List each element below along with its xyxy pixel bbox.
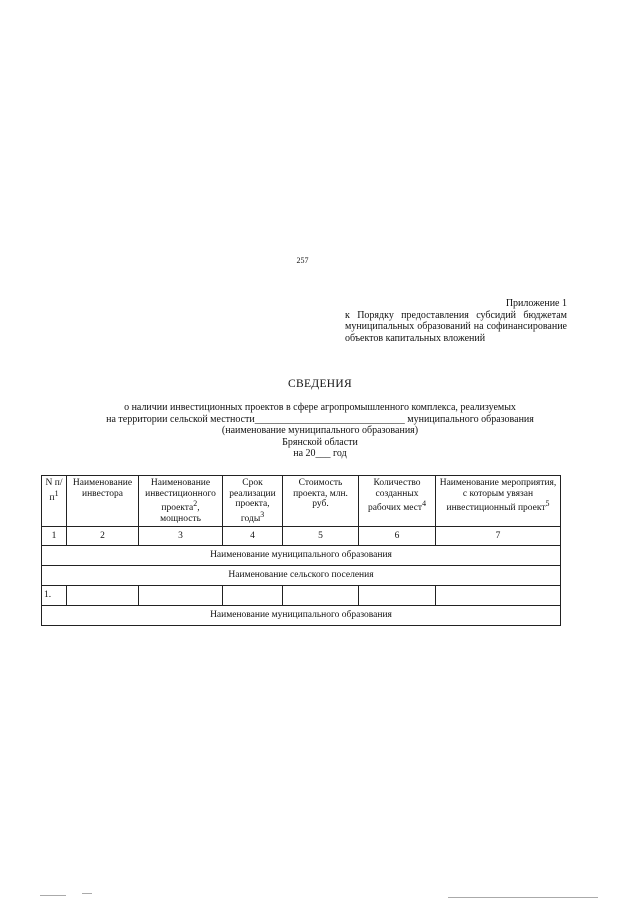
scan-artifact [82,893,92,894]
appendix-block [345,298,567,344]
column-number: 4 [223,527,283,546]
subtitle-line-4: Брянской области [282,436,358,448]
header-cell: Количество созданных рабочих мест$^4$ [359,476,436,527]
subtitle-line-1: о наличии инвестиционных проектов в сфере агропромышленного комплекса, реализуемых [124,402,516,413]
row-number: 1. [42,586,67,606]
column-number: 1 [42,527,67,546]
section-row-municipality [42,546,561,566]
subtitle-line-3: (наименование муниципального образования) [221,425,419,436]
header-cell: Наименование мероприятия, с которым увязан инвестиционный проект$^5$ [436,476,561,527]
column-number: 5 [283,527,359,546]
table-cell [67,586,139,606]
subtitle-line-2: на территории сельской местности______________________________ муниципального образования [106,413,534,425]
header-cell: Срок реализации проекта, годы$^3$ [223,476,283,527]
scan-artifact [40,895,66,896]
appendix-text: к Порядку предоставления субсидий бюджетам муниципальных образований на софинансирование объектов капитальных вложений [345,309,567,344]
header-cell: Наименование инвестора [67,476,139,527]
section-label: Наименование сельского поселения [42,566,561,586]
table-cell [139,586,223,606]
column-number: 7 [436,527,561,546]
header-cell: N $п/п^1$ [42,476,67,527]
header-cell: Стоимость проекта, млн. руб. [283,476,359,527]
page-number: 257 [296,256,309,265]
section-label: Наименование муниципального образования [42,546,561,566]
document-heading: СВЕДЕНИЯ [288,378,352,390]
table-cell [283,586,359,606]
column-number-row [42,527,561,546]
table-cell [359,586,436,606]
table-cell [436,586,561,606]
table-header-row [42,476,561,527]
column-number: 2 [67,527,139,546]
document-subtitle [0,402,640,460]
section-label: Наименование муниципального образования [42,606,561,626]
appendix-title: Приложение 1 [505,298,567,309]
table-cell [223,586,283,606]
header-cell: Наименование инвестиционного проекта$^2$, мощность [139,476,223,527]
column-number: 6 [359,527,436,546]
scan-artifact [448,897,598,898]
section-row-settlement [42,566,561,586]
subtitle-line-5: на 20___ год [293,448,347,459]
column-number: 3 [139,527,223,546]
section-row-municipality-2 [42,606,561,626]
projects-table [41,475,561,626]
table-row [42,586,561,606]
